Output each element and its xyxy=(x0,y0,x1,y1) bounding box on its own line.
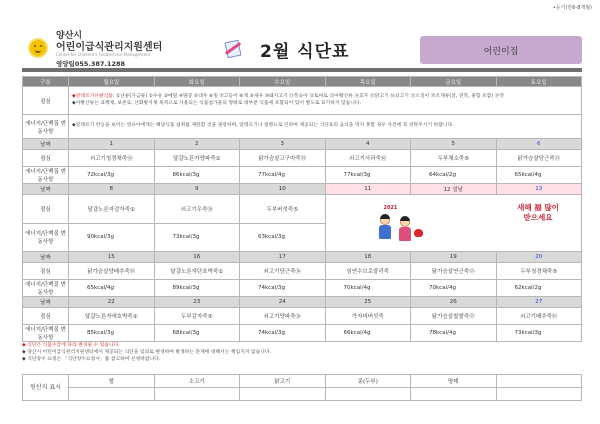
date-cell: 6 xyxy=(496,139,582,150)
menu-cell: 달걀노른자양파죽① xyxy=(154,150,240,167)
lucky-pouch-icon xyxy=(414,229,423,237)
menu-cell: 임연수브로콜리죽 xyxy=(325,263,411,280)
header xyxy=(22,8,582,70)
energy-cell: 77kcal/3g xyxy=(325,167,411,184)
energy-row xyxy=(23,167,582,184)
origin-value xyxy=(411,388,497,401)
energy-notice xyxy=(69,115,582,139)
energy-note: ◆알레르기 반응을 보이는 영유아에게는 해당식품 섭취를 제한할 것을 권장하며, 알레르기나 질병으로 인하여 제공되는 식단표의 음식을 먹지 못할 경우 사전에 꼭 연락주시기 바랍니다. xyxy=(72,123,454,129)
menu-cell: 닭가슴살고구마죽⑮ xyxy=(240,150,326,167)
origin-item-empty xyxy=(496,375,582,388)
row-label: 날짜 xyxy=(23,139,69,150)
origin-item: 닭고기 xyxy=(240,375,326,388)
date-cell: 18 xyxy=(325,252,411,263)
energy-cell: 63kcal/3g xyxy=(240,223,326,252)
menu-cell: 쇠고기청경채죽⑯ xyxy=(69,150,155,167)
menu-cell: 쇠고기양파죽⑯ xyxy=(240,308,326,325)
footnote: ◆ 식단장수 요청은 「식단장수요청서」를 참고하여 신청바랍니다. xyxy=(22,356,161,362)
row-label: 점심 xyxy=(23,150,69,167)
header-day: 금요일 xyxy=(411,77,497,87)
row-label: 에너지/단백질 변동사항 xyxy=(23,325,69,342)
boy-hanbok-icon xyxy=(378,215,392,239)
date-row xyxy=(23,139,582,150)
menu-cell: 달걀노른자감자죽① xyxy=(69,195,155,224)
date-cell: 16 xyxy=(154,252,240,263)
header-label: 구분 xyxy=(23,77,69,87)
origin-label: 원산지 표시 xyxy=(23,375,69,401)
date-cell: 11 xyxy=(325,184,411,195)
girl-hanbok-icon xyxy=(398,217,412,241)
origin-value-row xyxy=(23,388,582,401)
row-label: 에너지/단백질 변동사항 xyxy=(23,115,69,139)
menu-cell: 쇠고기사과죽⑯ xyxy=(325,150,411,167)
energy-cell: 70kcal/4g xyxy=(325,280,411,297)
menu-cell: 달걀노른자단호박죽① xyxy=(154,263,240,280)
form-code: •등기(만6-8개월) xyxy=(552,5,592,11)
date-row xyxy=(23,252,582,263)
row-label: 날짜 xyxy=(23,297,69,308)
origin-item: 명태 xyxy=(411,375,497,388)
date-cell: 5 xyxy=(411,139,497,150)
allergy-notice xyxy=(69,87,582,115)
header-day: 화요일 xyxy=(154,77,240,87)
new-year-illustration xyxy=(326,195,582,251)
title-block xyxy=(222,36,349,62)
origin-item: 콩(두부) xyxy=(325,375,411,388)
holiday-greeting: 새해 福 많이 받으세요 xyxy=(517,203,559,223)
energy-cell: 78kcal/4g xyxy=(411,325,497,342)
menu-cell: 두부청경채죽⑤ xyxy=(496,263,582,280)
date-cell: 12 설날 xyxy=(411,184,497,195)
date-cell: 20 xyxy=(496,252,582,263)
date-cell: 2 xyxy=(154,139,240,150)
energy-cell: 86kcal/3g xyxy=(154,167,240,184)
footnotes xyxy=(22,343,582,364)
energy-cell: 74kcal/3g xyxy=(240,325,326,342)
row-label: 에너지/단백질 변동사항 xyxy=(23,167,69,184)
date-cell: 22 xyxy=(69,297,155,308)
row-label: 날짜 xyxy=(23,252,69,263)
menu-row xyxy=(23,150,582,167)
origin-table xyxy=(22,374,582,401)
energy-cell: 70kcal/4g xyxy=(411,280,497,297)
menu-row xyxy=(23,195,582,224)
row-label: 날짜 xyxy=(23,184,69,195)
menu-row xyxy=(23,263,582,280)
allergy-note: ◆아황산류는 표백제, 보존료, 산화방지제 목적으로 사용되는 식품첨가물의 형태로 대부분 식품에 포함되어 있어 별도로 표기하지 않습니다. xyxy=(72,100,362,106)
page-title: 2월 식단표 xyxy=(260,41,350,62)
header-day: 목요일 xyxy=(325,77,411,87)
date-cell: 3 xyxy=(240,139,326,150)
holiday-panel xyxy=(325,195,582,252)
footnote: ◆ 양산시 어린이급식관리지원센터에서 제공되는 식단을 임의로 변경하여 발생하는 문제에 대해서는 책임지지 않습니다. xyxy=(22,349,272,355)
row-label: 점심 xyxy=(23,195,69,224)
menu-cell: 닭가슴살양배추죽⑮ xyxy=(69,263,155,280)
energy-cell: 65kcal/4g xyxy=(69,280,155,297)
date-cell: 8 xyxy=(69,184,155,195)
energy-row xyxy=(23,280,582,297)
date-cell: 25 xyxy=(325,297,411,308)
header-divider xyxy=(22,68,582,72)
row-label: 점심 xyxy=(23,87,69,115)
menu-cell: 가자미버섯죽 xyxy=(325,308,411,325)
notepad-pen-icon xyxy=(222,39,244,59)
energy-row xyxy=(23,325,582,342)
header-day: 수요일 xyxy=(240,77,326,87)
origin-item: 소고기 xyxy=(154,375,240,388)
energy-cell: 74kcal/3g xyxy=(240,280,326,297)
date-cell: 23 xyxy=(154,297,240,308)
menu-cell: 달걀노른자애호박죽① xyxy=(69,308,155,325)
date-row xyxy=(23,297,582,308)
allergy-title: ◆알레르기유발식품 xyxy=(72,94,113,100)
origin-value-empty xyxy=(496,388,582,401)
org-name-en: Center for Children's Foodservice Management xyxy=(56,52,151,57)
org-name: 어린이급식관리지원센터 xyxy=(56,42,163,53)
energy-cell: 73kcal/3g xyxy=(154,223,240,252)
row-label: 에너지/단백질 변동사항 xyxy=(23,280,69,297)
menu-row xyxy=(23,308,582,325)
header-day: 월요일 xyxy=(69,77,155,87)
energy-cell: 73kcal/3g xyxy=(496,325,582,342)
menu-cell: 두부감자죽⑤ xyxy=(154,308,240,325)
header-day: 토요일 xyxy=(496,77,582,87)
header-row xyxy=(23,77,582,87)
menu-cell: 닭가슴살찹쌀죽⑮ xyxy=(411,308,497,325)
org-phone: 영양팀055.387.1288 xyxy=(56,60,126,68)
origin-value xyxy=(240,388,326,401)
date-cell: 4 xyxy=(325,139,411,150)
energy-cell: 65kcal/4g xyxy=(496,167,582,184)
menu-cell: 두부채소죽⑤ xyxy=(411,150,497,167)
row-label: 에너지/단백질 변동사항 xyxy=(23,223,69,252)
menu-cell: 닭가슴살연근죽⑮ xyxy=(411,263,497,280)
origin-value xyxy=(154,388,240,401)
year-badge: 2021 xyxy=(383,205,398,211)
origin-header-row xyxy=(23,375,582,388)
date-cell: 10 xyxy=(240,184,326,195)
date-cell: 13 xyxy=(496,184,582,195)
date-cell: 15 xyxy=(69,252,155,263)
date-cell: 17 xyxy=(240,252,326,263)
origin-value xyxy=(69,388,155,401)
date-cell: 19 xyxy=(411,252,497,263)
notice-row xyxy=(23,115,582,139)
energy-cell: 64kcal/2g xyxy=(411,167,497,184)
menu-table xyxy=(22,76,582,342)
org-city: 양산시 xyxy=(56,31,83,41)
energy-cell: 62kcal/2g xyxy=(496,280,582,297)
energy-cell: 77kcal/4g xyxy=(240,167,326,184)
energy-cell: 68kcal/3g xyxy=(154,325,240,342)
date-cell: 9 xyxy=(154,184,240,195)
menu-cell: 쇠고기당근죽⑯ xyxy=(240,263,326,280)
date-cell: 24 xyxy=(240,297,326,308)
origin-item: 쌀 xyxy=(69,375,155,388)
smile-logo-icon xyxy=(28,38,48,58)
energy-cell: 66kcal/4g xyxy=(325,325,411,342)
footnote: ◆ 식단은 식품수급에 따라 변경될 수 있습니다. xyxy=(22,343,120,348)
row-label: 점심 xyxy=(23,308,69,325)
allergy-body: : ①난류(가금류) ②우유 ③메밀 ④땅콩 ⑤대두 ⑥밀 ⑦고등어 ⑧게 ⑨새우 ⑩돼지고기 ⑪복숭아 ⑫토마토 ⑬아황산류 ⑭호두 ⑮닭고기 ⑯쇠고기 ⑰오징어 ⑱조개류(굴, 전복, 홍합 포함) ⑲잣 xyxy=(112,94,505,100)
date-row xyxy=(23,184,582,195)
menu-cell: 쇠고기배추죽⑯ xyxy=(496,308,582,325)
menu-cell: 두부버섯죽⑤ xyxy=(240,195,326,224)
energy-cell: 72kcal/3g xyxy=(69,167,155,184)
menu-cell: 닭가슴살당근죽⑮ xyxy=(496,150,582,167)
menu-cell: 쇠고기우죽⑯ xyxy=(154,195,240,224)
origin-value xyxy=(325,388,411,401)
date-cell: 26 xyxy=(411,297,497,308)
date-cell: 27 xyxy=(496,297,582,308)
notice-row xyxy=(23,87,582,115)
date-cell: 1 xyxy=(69,139,155,150)
target-tag: 어린이집 xyxy=(420,36,582,64)
energy-cell: 85kcal/3g xyxy=(69,325,155,342)
energy-cell: 90kcal/3g xyxy=(69,223,155,252)
energy-cell: 89kcal/3g xyxy=(154,280,240,297)
row-label: 점심 xyxy=(23,263,69,280)
